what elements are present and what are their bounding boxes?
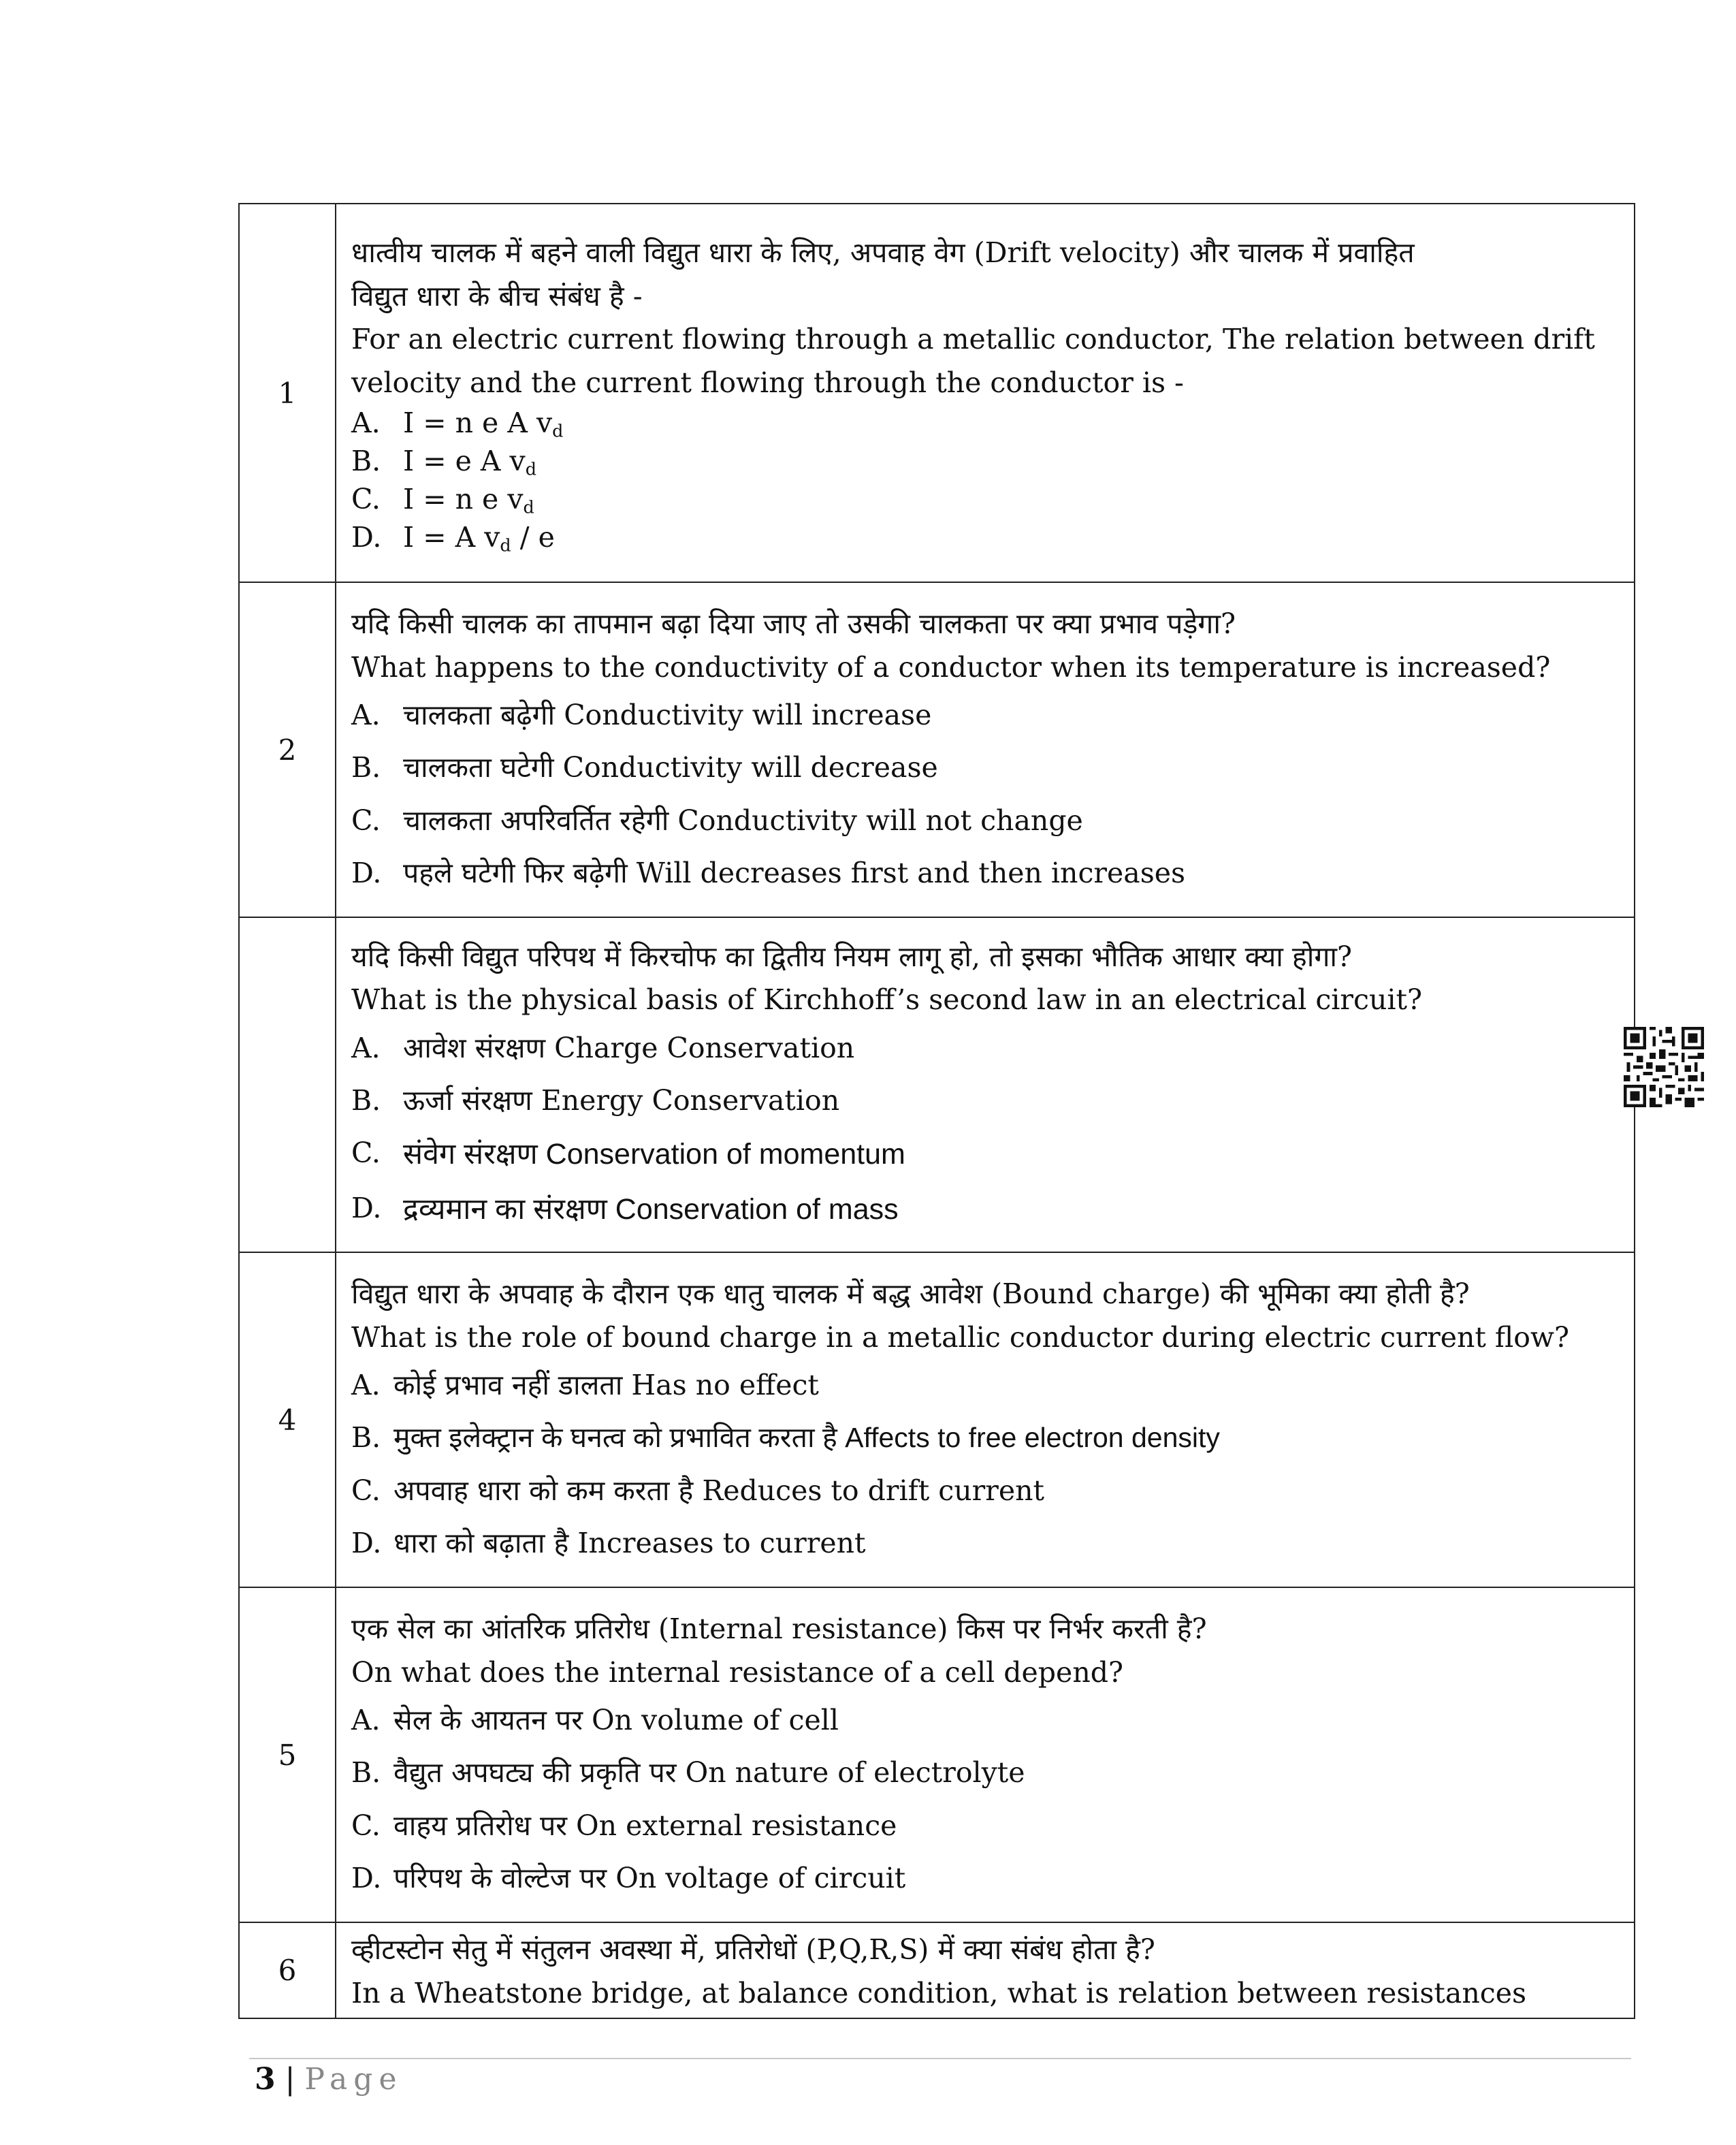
footer-divider	[249, 2058, 1631, 2059]
question-number: 2	[239, 582, 336, 917]
question-number: 1	[239, 204, 336, 582]
question-body	[336, 204, 1635, 582]
question-body	[336, 1922, 1635, 2018]
option: A. कोई प्रभाव नहीं डालता Has no effect	[351, 1369, 819, 1402]
option: B. मुक्त इलेक्ट्रान के घनत्व को प्रभावित करता है Affects to free electron density	[351, 1421, 1220, 1455]
question-english: What is the physical basis of Kirchhoff’s second law in an electrical circuit?	[351, 983, 1422, 1017]
question-english: For an electric current flowing through a metallic conductor, The relation between drift	[351, 323, 1595, 356]
option-list	[351, 1694, 1619, 1904]
question-row	[239, 204, 1635, 582]
option: A. सेल के आयतन पर On volume of cell	[351, 1704, 839, 1737]
question-row	[239, 1587, 1635, 1922]
footer-separator: |	[275, 2062, 305, 2097]
option: C. वाहय प्रतिरोध पर On external resistance	[351, 1809, 897, 1842]
page-number: 3	[255, 2062, 276, 2097]
question-hindi: यदि किसी चालक का तापमान बढ़ा दिया जाए तो उसकी चालकता पर क्या प्रभाव पड़ेगा?	[351, 607, 1236, 641]
option: C. अपवाह धारा को कम करता है Reduces to drift current	[351, 1474, 1044, 1507]
question-number: 5	[239, 1587, 336, 1922]
question-english: On what does the internal resistance of a cell depend?	[351, 1655, 1123, 1689]
page-footer	[255, 2062, 403, 2097]
question-number: 6	[239, 1922, 336, 2018]
option: A. चालकता बढ़ेगी Conductivity will increase	[351, 699, 932, 732]
question-body	[336, 917, 1635, 1252]
option: B. चालकता घटेगी Conductivity will decrease	[351, 751, 938, 784]
question-hindi: व्हीटस्टोन सेतु में संतुलन अवस्था में, प्रतिरोधों (P,Q,R,S) में क्या संबंध होता है?	[351, 1933, 1155, 1966]
question-body	[336, 582, 1635, 917]
option: A. आवेश संरक्षण Charge Conservation	[351, 1031, 855, 1064]
option-list	[351, 404, 1619, 557]
question-number: 4	[239, 1252, 336, 1587]
question-hindi: विद्युत धारा के अपवाह के दौरान एक धातु चालक में बद्ध आवेश (Bound charge) की भूमिका क्या होती है?	[351, 1277, 1470, 1311]
question-english: In a Wheatstone bridge, at balance condition, what is relation between resistances	[351, 1976, 1527, 2009]
option: D. द्रव्यमान का संरक्षण Conservation of mass	[351, 1191, 899, 1226]
option: D. धारा को बढ़ाता है Increases to current	[351, 1526, 866, 1559]
question-row	[239, 917, 1635, 1252]
option: B. ऊर्जा संरक्षण Energy Conservation	[351, 1083, 840, 1117]
option: D. पहले घटेगी फिर बढ़ेगी Will decreases first and then increases	[351, 856, 1186, 889]
option: A. I = n e A $v_d$	[351, 407, 564, 441]
option: C. संवेग संरक्षण Conservation of momentum	[351, 1136, 905, 1171]
question-number	[239, 917, 336, 1252]
question-body	[336, 1252, 1635, 1587]
option-list	[351, 689, 1619, 899]
question-body	[336, 1587, 1635, 1922]
option-list	[351, 1022, 1619, 1237]
question-hindi: एक सेल का आंतरिक प्रतिरोध (Internal resistance) किस पर निर्भर करती है?	[351, 1612, 1207, 1646]
option: B. वैद्युत अपघट्य की प्रकृति पर On nature of electrolyte	[351, 1756, 1025, 1790]
question-row	[239, 1252, 1635, 1587]
question-hindi: विद्युत धारा के बीच संबंध है -	[351, 279, 643, 313]
questions-table	[238, 203, 1635, 2019]
question-row	[239, 582, 1635, 917]
option: C. चालकता अपरिवर्तित रहेगी Conductivity will not change	[351, 804, 1083, 837]
question-english: What happens to the conductivity of a conductor when its temperature is increased?	[351, 650, 1551, 684]
question-english: What is the role of bound charge in a metallic conductor during electric current flow?	[351, 1320, 1569, 1354]
question-hindi: यदि किसी विद्युत परिपथ में किरचोफ का द्वितीय नियम लागू हो, तो इसका भौतिक आधार क्या होगा?	[351, 940, 1353, 973]
option: B. I = e A $v_d$	[351, 445, 536, 479]
option: D. I = A $v_d$ / e	[351, 520, 555, 556]
question-row	[239, 1922, 1635, 2018]
page-label: Page	[304, 2062, 403, 2097]
qr-code-icon	[1624, 1027, 1704, 1107]
option-list	[351, 1359, 1619, 1569]
option: C. I = n e $v_d$	[351, 483, 534, 518]
question-english: velocity and the current flowing through the conductor is -	[351, 366, 1184, 399]
question-hindi: धात्वीय चालक में बहने वाली विद्युत धारा के लिए, अपवाह वेग (Drift velocity) और चालक में प्रवाहित	[351, 236, 1415, 270]
option: D. परिपथ के वोल्टेज पर On voltage of circuit	[351, 1861, 906, 1894]
